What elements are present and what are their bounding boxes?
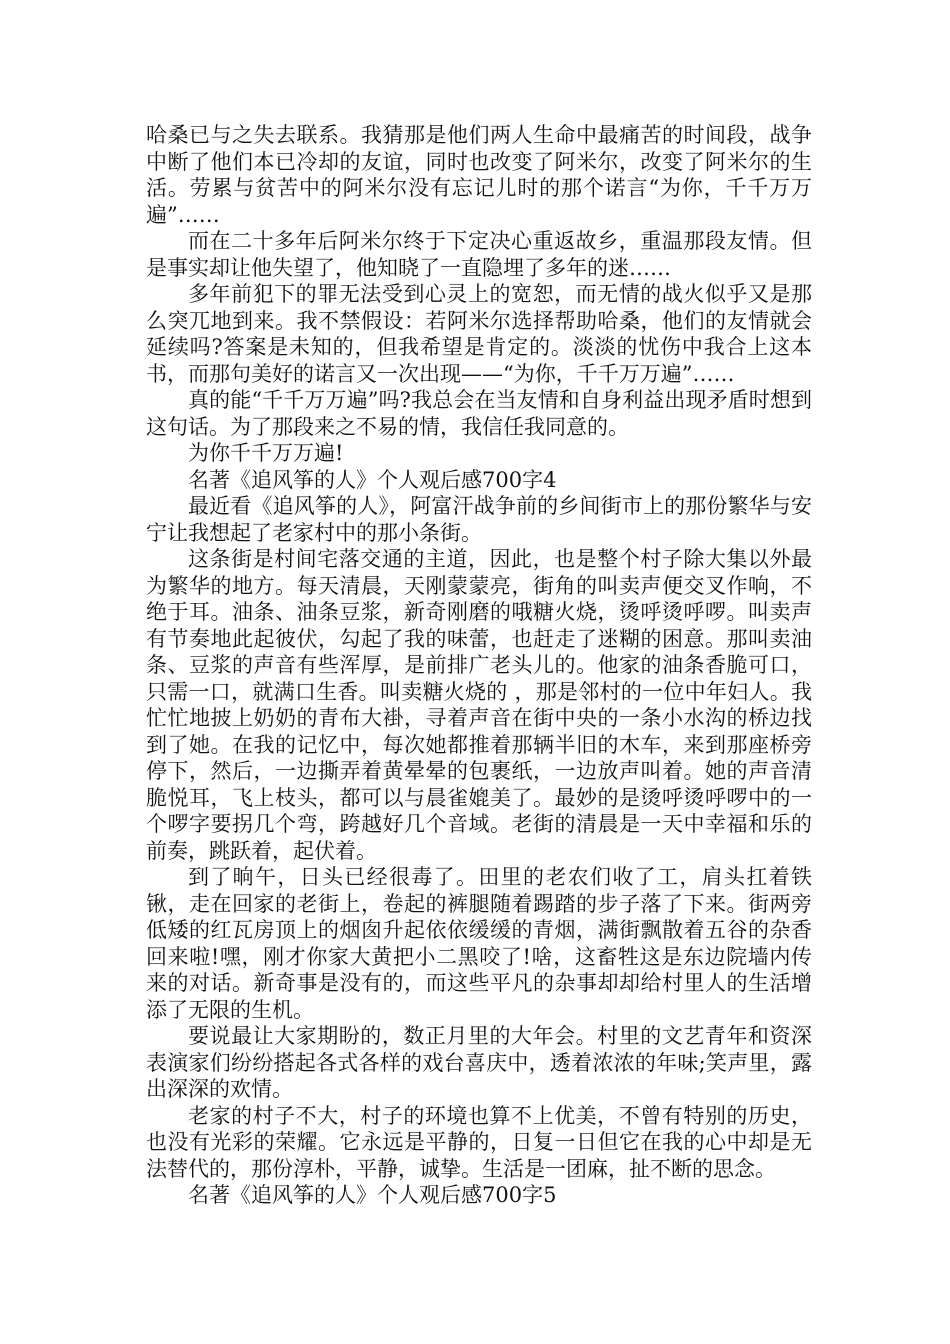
paragraph: 而在二十多年后阿米尔终于下定决心重返故乡，重温那段友情。但是事实却让他失望了，他知晓了一直隐埋了多年的迷…… <box>146 229 812 280</box>
section-heading-4: 名著《追风筝的人》个人观后感700字4 <box>188 467 557 492</box>
paragraph: 要说最让大家期盼的，数正月里的大年会。村里的文艺青年和资深表演家们纷纷搭起各式各样的戏台喜庆中，透着浓浓的年味;笑声里，露出深深的欢情。 <box>146 1024 812 1101</box>
paragraph: 到了晌午，日头已经很毒了。田里的老农们收了工，肩头扛着铁锹，走在回家的老街上，卷起的裤腿随着踢踏的步子落了下来。街两旁低矮的红瓦房顶上的烟囱升起依依缓缓的青烟，满街飘散着五谷的杂香回来啦!嘿，刚才你家大黄把小二黑咬了!啥，这畜牲这是东边院墙内传来的对话。新奇事是没有的，而这些平凡的杂事却却给村里人的生活增添了无限的生机。 <box>146 865 812 1022</box>
document-body <box>146 122 812 1209</box>
paragraph: 为你千千万万遍! <box>188 441 344 465</box>
paragraph: 老家的村子不大，村子的环境也算不上优美，不曾有特别的历史，也没有光彩的荣耀。它永远是平静的，日复一日但它在我的心中却是无法替代的，那份淳朴，平静，诚挚。生活是一团麻，扯不断的思念。 <box>146 1103 812 1181</box>
paragraph: 真的能“千千万万遍”吗?我总会在当友情和自身利益出现矛盾时想到这句话。为了那段来之不易的情，我信任我同意的。 <box>146 388 812 439</box>
paragraph: 这条街是村间宅落交通的主道，因此，也是整个村子除大集以外最为繁华的地方。每天清晨，天刚蒙蒙亮，街角的叫卖声便交叉作响，不绝于耳。油条、油条豆浆，新奇刚磨的哦糖火烧，烫呼烫呼啰。叫卖声有节奏地此起彼伏，勾起了我的味蕾，也赶走了迷糊的困意。那叫卖油条、豆浆的声音有些浑厚，是前排广老头儿的。他家的油条香脆可口，只需一口，就满口生香。叫卖糖火烧的 ，那是邻村的一位中年妇人。我忙忙地披上奶奶的青布大褂，寻着声音在街中央的一条小水沟的桥边找到了她。在我的记忆中，每次她都推着那辆半旧的木车，来到那座桥旁停下，然后，一边撕弄着黄晕晕的包裹纸，一边放声叫着。她的声音清脆悦耳，飞上枝头，都可以与晨雀媲美了。最妙的是烫呼烫呼啰中的一个啰字要拐几个弯，跨越好几个音域。老街的清晨是一天中幸福和乐的前奏，跳跃着，起伏着。 <box>146 547 812 863</box>
paragraph: 多年前犯下的罪无法受到心灵上的宽恕，而无情的战火似乎又是那么突兀地到来。我不禁假设：若阿米尔选择帮助哈桑，他们的友情就会延续吗?答案是未知的，但我希望是肯定的。淡淡的忧伤中我合上这本书，而那句美好的诺言又一次出现——“为你，千千万万遍”…… <box>146 282 812 386</box>
paragraph-continuation: 哈桑已与之失去联系。我猜那是他们两人生命中最痛苦的时间段，战争中断了他们本已冷却的友谊，同时也改变了阿米尔，改变了阿米尔的生活。劳累与贫苦中的阿米尔没有忘记儿时的那个诺言“为你，千千万万遍”…… <box>146 123 812 227</box>
section-heading-5: 名著《追风筝的人》个人观后感700字5 <box>188 1183 557 1207</box>
paragraph: 最近看《追风筝的人》，阿富汗战争前的乡间街市上的那份繁华与安宁让我想起了老家村中的那小条街。 <box>146 494 812 545</box>
